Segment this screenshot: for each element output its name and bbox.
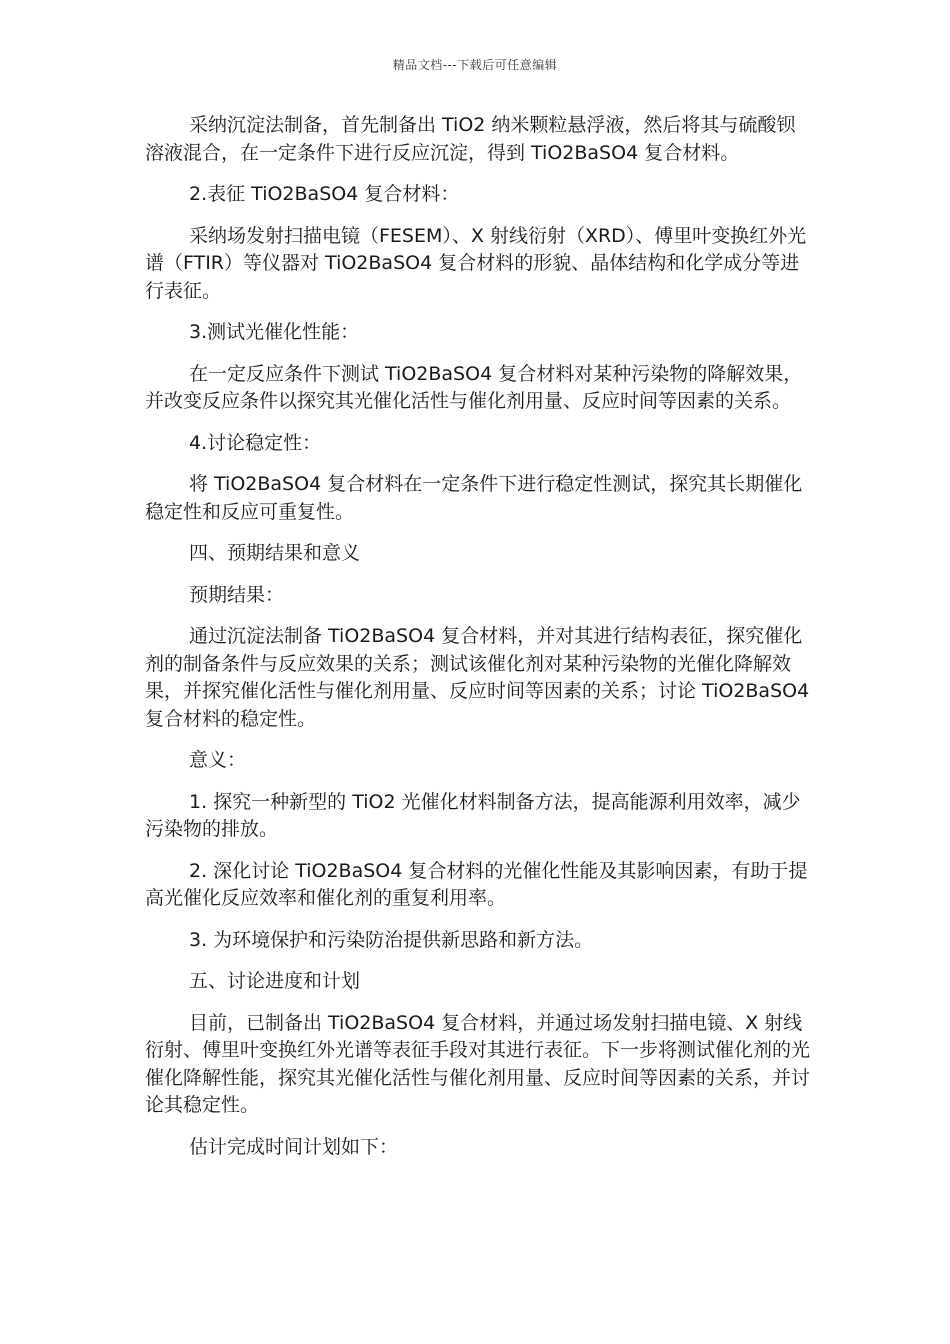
paragraph-stability: 将 TiO2BaSO4 复合材料在一定条件下进行稳定性测试，探究其长期催化稳定性和反应可重复性。 <box>145 473 803 523</box>
paragraph-photocatalysis-test: 在一定反应条件下测试 TiO2BaSO4 复合材料对某种污染物的降解效果，并改变反应条件以探究其光催化活性与催化剂用量、反应时间等因素的关系。 <box>145 362 803 412</box>
section-heading-progress-plan: 五、讨论进度和计划 <box>189 970 361 992</box>
section-heading-expected-results: 四、预期结果和意义 <box>189 542 361 564</box>
paragraph-schedule-intro: 估计完成时间计划如下： <box>189 1135 399 1158</box>
heading-stability: 4.讨论稳定性： <box>189 431 322 454</box>
paragraph-significance-3: 3. 为环境保护和污染防治提供新思路和新方法。 <box>189 928 594 951</box>
paragraph-significance-1: 1. 探究一种新型的 TiO2 光催化材料制备方法，提高能源利用效率，减少污染物的排放。 <box>145 790 801 840</box>
subheading-significance: 意义： <box>189 749 247 771</box>
paragraph-preparation-method: 采纳沉淀法制备，首先制备出 TiO2 纳米颗粒悬浮液，然后将其与硫酸钡溶液混合，在一定条件下进行反应沉淀，得到 TiO2BaSO4 复合材料。 <box>145 114 796 164</box>
heading-photocatalysis-test: 3.测试光催化性能： <box>189 321 360 343</box>
heading-characterization: 2.表征 TiO2BaSO4 复合材料： <box>189 183 460 205</box>
paragraph-progress: 目前，已制备出 TiO2BaSO4 复合材料，并通过场发射扫描电镜、X 射线衍射、傅里叶变换红外光谱等表征手段对其进行表征。下一步将测试催化剂的光催化降解性能，探究其光催化活性与催化剂用量、反应时间等因素的关系，并讨论其稳定性。 <box>145 1011 811 1116</box>
page-header: 精品文档---下载后可任意编辑 <box>392 58 558 72</box>
subheading-expected-results: 预期结果： <box>189 583 285 606</box>
paragraph-significance-2: 2. 深化讨论 TiO2BaSO4 复合材料的光催化性能及其影响因素，有助于提高光催化反应效率和催化剂的重复利用率。 <box>145 859 808 909</box>
paragraph-expected-results: 通过沉淀法制备 TiO2BaSO4 复合材料，并对其进行结构表征，探究催化剂的制备条件与反应效果的关系；测试该催化剂对某种污染物的光催化降解效果，并探究催化活性与催化剂用量、反应时间等因素的关系；讨论 TiO2BaSO4 复合材料的稳定性。 <box>145 625 810 730</box>
document-body <box>145 112 810 1175</box>
paragraph-characterization: 采纳场发射扫描电镜（FESEM）、X 射线衍射（XRD）、傅里叶变换红外光谱（FTIR）等仪器对 TiO2BaSO4 复合材料的形貌、晶体结构和化学成分等进行表征。 <box>145 224 807 302</box>
